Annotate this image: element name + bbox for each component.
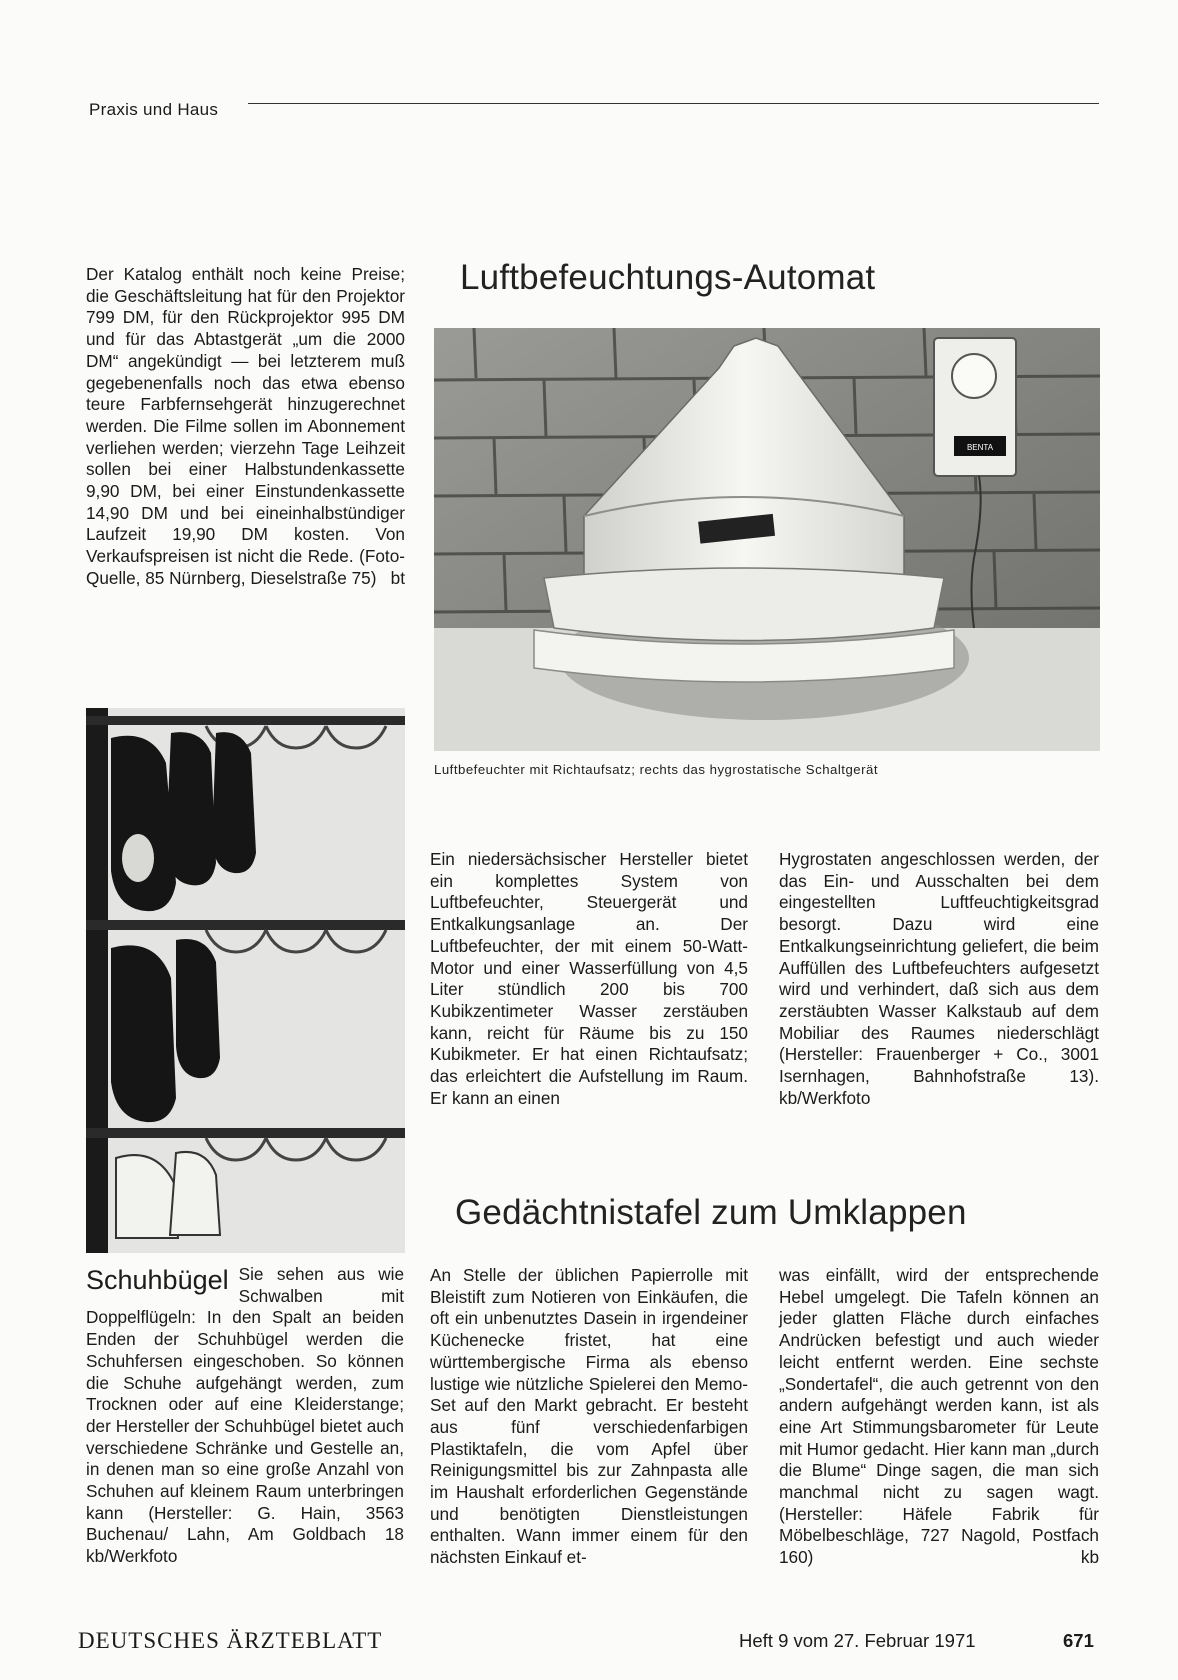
issue-info: Heft 9 vom 27. Februar 1971 xyxy=(739,1630,976,1651)
humidifier-text-col2 xyxy=(779,849,1099,1109)
device-brand-label: BENTA xyxy=(966,443,994,452)
journal-name: DEUTSCHES ÄRZTEBLATT xyxy=(78,1628,383,1653)
page-number: 671 xyxy=(1063,1630,1094,1651)
humidifier-photo xyxy=(434,328,1100,751)
humidifier-title: Luftbefeuchtungs-Automat xyxy=(460,258,876,297)
section-label: Praxis und Haus xyxy=(89,100,219,119)
humidifier-text-2: Hygrostaten angeschlossen werden, der das Ein- und Ausschalten bei dem eingestellten Luftfeuchtigkeitsgrad besorgt. Dazu wird eine Entkalkungseinrichtung geliefert, die beim Auffüllen des Luftbefeuchters aufgesetzt wird und verhindert, daß sich aus dem zerstäubten Wasser Kalkstaub auf dem Mobiliar des Raumes niederschlägt (Hersteller: Frauenberger + Co., 3001 Isernhagen, Bahnhofstraße 13). kb/Werkfoto xyxy=(779,849,1099,1108)
memo-board-signature: kb xyxy=(1080,1547,1099,1568)
shoe-hanger-photo xyxy=(86,708,405,1253)
humidifier-caption: Luftbefeuchter mit Richtaufsatz; rechts das hygrostatische Schaltgerät xyxy=(434,762,879,777)
memo-board-text-col2 xyxy=(779,1265,1099,1569)
shoe-hanger-text: Sie sehen aus wie Schwalben mit Doppelflügeln: In den Spalt an beiden Enden der Schuhbügel werden die Schuhfersen eingeschoben. So können die Schuhe aufgehängt werden, zum Trocknen oder auf eine Kleiderstange; der Hersteller der Schuhbügel bietet auch verschiedene Schränke und Gestelle an, in denen man so eine große Anzahl von Schuhen auf kleinem Raum unterbringen kann (Hersteller: G. Hain, 3563 Buchenau/ Lahn, Am Goldbach 18 kb/Werkfoto xyxy=(86,1264,404,1567)
humidifier-text-1: Ein niedersächsischer Hersteller bietet ein komplettes System von Luftbefeuchter, Steuergerät und Entkalkungsanlage an. Der Luftbefeuchter, der mit einem 50-Watt-Motor und einer Wasserfüllung von 4,5 Liter stündlich 200 bis 700 Kubikzentimeter Wasser zerstäuben kann, reicht für Räume bis zu 150 Kubikmeter. Er hat einen Richtaufsatz; das erleichtert die Aufstellung im Raum. Er kann an einen xyxy=(430,849,748,1108)
header-rule xyxy=(248,103,1099,104)
humidifier-photo-graphic xyxy=(434,328,1100,751)
catalog-text: Der Katalog enthält noch keine Preise; die Geschäftsleitung hat für den Projektor 799 DM, für den Rückprojektor 995 DM und für das Abtastgerät „um die 2000 DM“ angekündigt — bei letzterem muß gegebenenfalls noch das etwa ebenso teure Farbfernsehgerät hinzugerechnet werden. Die Filme sollen im Abonnement verliehen werden; vierzehn Tage Leihzeit sollen bei einer Halbstundenkassette 9,90 DM, bei einer Einstundenkassette 14,90 DM und bei eineinhalbstündiger Laufzeit 19,90 DM kosten. Von Verkaufspreisen ist nicht die Rede. (Foto-Quelle, 85 Nürnberg, Dieselstraße 75) xyxy=(86,264,405,588)
memo-board-title: Gedächtnistafel zum Umklappen xyxy=(455,1193,967,1232)
memo-board-text-1: An Stelle der üblichen Papierrolle mit Bleistift zum Notieren von Einkäufen, die oft ein unbenutztes Dasein in irgendeiner Küchenecke fristet, hat eine württembergische Firma als ebenso lustige wie nützliche Spielerei den Memo-Set auf den Markt gebracht. Er besteht aus fünf verschiedenfarbigen Plastiktafeln, die vom Apfel über Reinigungsmittel bis zur Zahnpasta alle im Haushalt erforderlichen Gegenstände und benötigten Dienstleistungen enthalten. Wann immer einem für den nächsten Einkauf et- xyxy=(430,1265,748,1568)
catalog-signature: bt xyxy=(390,567,405,588)
shoe-hanger-title: Schuhbügel xyxy=(86,1265,229,1295)
shoe-hanger-text-column xyxy=(86,1264,404,1568)
catalog-text-column xyxy=(86,264,405,590)
humidifier-text-col1 xyxy=(430,849,748,1109)
memo-board-text-2: was einfällt, wird der entsprechende Hebel umgelegt. Die Tafeln können an jeder glatten Fläche durch einfaches Andrücken befestigt und auch wieder leicht entfernt werden. Eine sechste „Sondertafel“, die auch getrennt von den andern aufgehängt werden kann, ist als eine Art Stimmungsbarometer für Leute mit Humor gedacht. Hier kann man „durch die Blume“ Dinge sagen, die man sich manchmal nicht zu sagen wagt. (Hersteller: Häfele Fabrik für Möbelbeschläge, 727 Nagold, Postfach 160) xyxy=(779,1265,1100,1568)
shoe-hanger-photo-graphic xyxy=(86,708,405,1253)
memo-board-text-col1 xyxy=(430,1265,748,1569)
